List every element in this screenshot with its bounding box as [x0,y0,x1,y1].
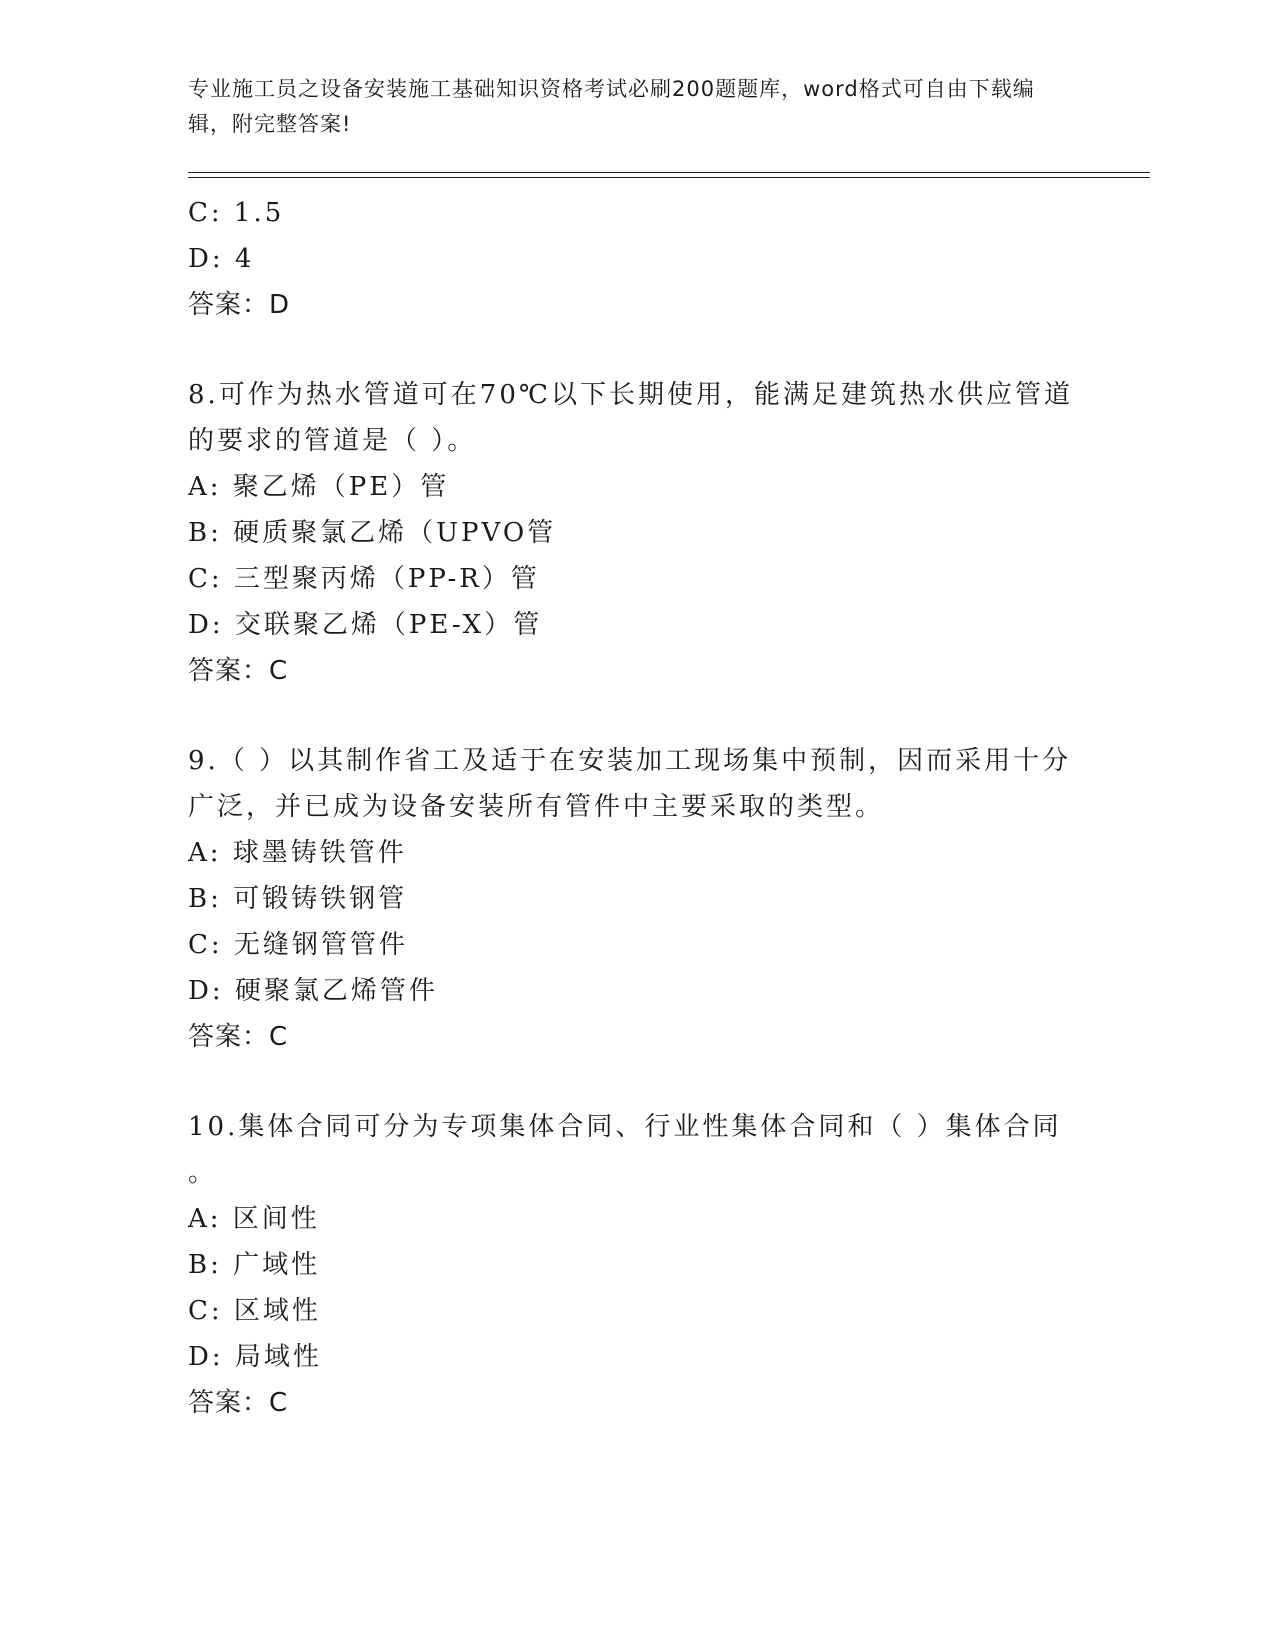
question-9 [188,738,1088,1060]
answer: 答案：C [188,656,289,686]
option-a: A: 聚乙烯（PE）管 [188,472,450,502]
question-text-line2: 的要求的管道是（ ）。 [188,426,477,456]
option-a: A: 球墨铸铁管件 [188,838,407,868]
document-body [188,190,1088,1426]
question-text-line2: 广泛，并已成为设备安装所有管件中主要采取的类型。 [188,792,885,822]
header-divider-top [188,172,1150,173]
option-b: B: 广域性 [188,1250,321,1280]
option-c: C: 区域性 [188,1296,321,1326]
option-b: B: 可锻铸铁钢管 [188,884,408,914]
header-divider-bottom [188,177,1150,178]
option-b: B: 硬质聚氯乙烯（UPVO管 [188,518,557,548]
option-d: D: 局域性 [188,1342,322,1372]
previous-question-tail [188,190,1088,328]
document-header [188,72,1068,142]
option-d: D: 4 [188,244,255,274]
option-c: C: 三型聚丙烯（PP-R）管 [188,564,540,594]
question-text-line1: 8.可作为热水管道可在70℃以下长期使用，能满足建筑热水供应管道 [188,380,1073,410]
question-10 [188,1104,1088,1426]
answer: 答案：D [188,290,291,320]
header-title: 专业施工员之设备安装施工基础知识资格考试必刷200题题库，word格式可自由下载编辑，附完整答案! [188,77,1035,136]
option-d: D: 交联聚乙烯（PE-X）管 [188,610,543,640]
question-8 [188,372,1088,694]
answer: 答案：C [188,1388,289,1418]
option-d: D: 硬聚氯乙烯管件 [188,976,438,1006]
question-text-line1: 10.集体合同可分为专项集体合同、行业性集体合同和（ ）集体合同 [188,1112,1062,1142]
option-c: C: 无缝钢管管件 [188,930,408,960]
question-text-line1: 9.（ ）以其制作省工及适于在安装加工现场集中预制，因而采用十分 [188,746,1072,776]
question-text-line2: 。 [188,1158,218,1188]
option-a: A: 区间性 [188,1204,320,1234]
answer: 答案：C [188,1022,289,1052]
option-c: C: 1.5 [188,198,285,228]
